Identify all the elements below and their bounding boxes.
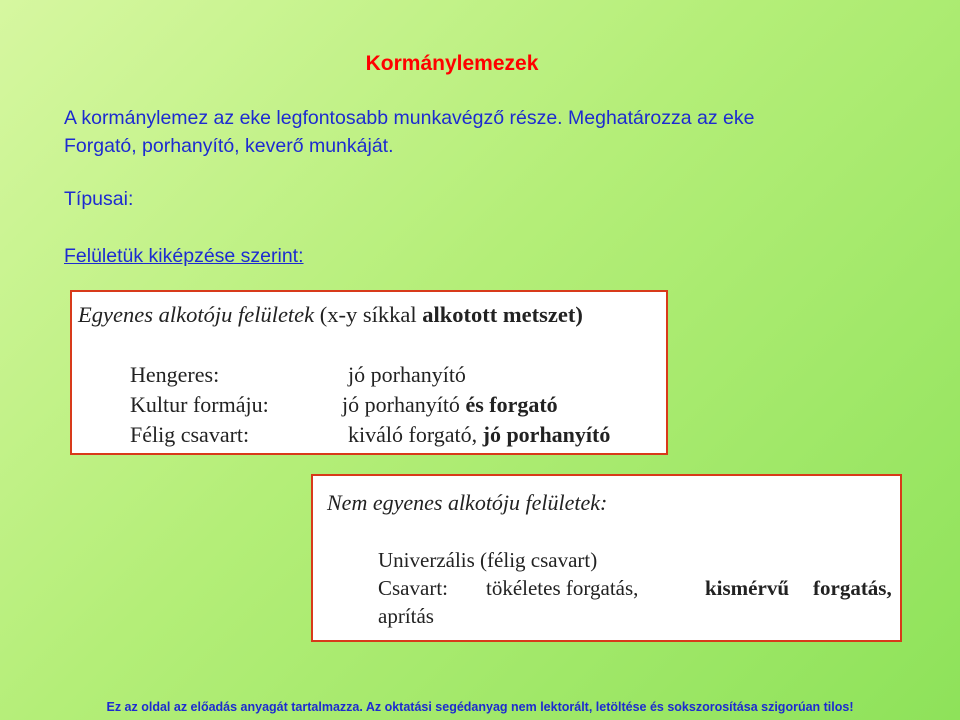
universal-line: Univerzális (félig csavart) <box>378 548 598 572</box>
twisted-line <box>378 576 892 601</box>
row-label: Félig csavart: <box>130 422 250 447</box>
intro-line-1: A kormánylemez az eke legfontosabb munkavégző része. Meghatározza az eke <box>64 107 755 129</box>
row-value <box>348 422 610 448</box>
heading-mid: (x-y síkkal <box>319 302 417 327</box>
row-value-text: jó porhanyító <box>348 362 466 387</box>
row-label: Kultur formáju: <box>130 392 269 417</box>
twisted-label: Csavart: <box>378 576 448 600</box>
intro-line-2: Forgató, porhanyító, keverő munkáját. <box>64 135 394 157</box>
heading-bold: alkotott metszet) <box>422 302 583 327</box>
row-value-bold: jó porhanyító <box>482 422 611 447</box>
non-straight-surfaces-heading: Nem egyenes alkotóju felületek: <box>327 490 608 515</box>
types-label: Típusai: <box>64 188 134 210</box>
row-value <box>348 362 466 388</box>
surface-label: Felületük kiképzése szerint: <box>64 245 304 267</box>
footer-disclaimer: Ez az oldal az előadás anyagát tartalmazza. Az oktatási segédanyag nem lektorált, letöltése és sokszorosítása szigorúan tilos! <box>106 700 854 714</box>
twisted-bold-2: forgatás, <box>813 576 892 600</box>
intro-paragraph <box>64 104 944 160</box>
row-value-text: jó porhanyító <box>342 392 466 417</box>
slide-title: Kormánylemezek <box>365 52 539 75</box>
straight-surfaces-heading <box>78 302 583 328</box>
row-value-text: kiváló forgató, <box>348 422 483 447</box>
non-straight-surfaces-box <box>311 474 902 642</box>
twisted-value: tökéletes forgatás, <box>486 576 639 600</box>
row-value <box>342 392 558 418</box>
twisted-bold-1: kismérvű <box>705 576 789 600</box>
straight-surfaces-box <box>70 290 668 455</box>
heading-italic: Egyenes alkotóju felületek <box>78 302 315 327</box>
row-label: Hengeres: <box>130 362 220 387</box>
chopping-line: aprítás <box>378 604 434 628</box>
row-value-bold: és forgató <box>465 392 558 417</box>
